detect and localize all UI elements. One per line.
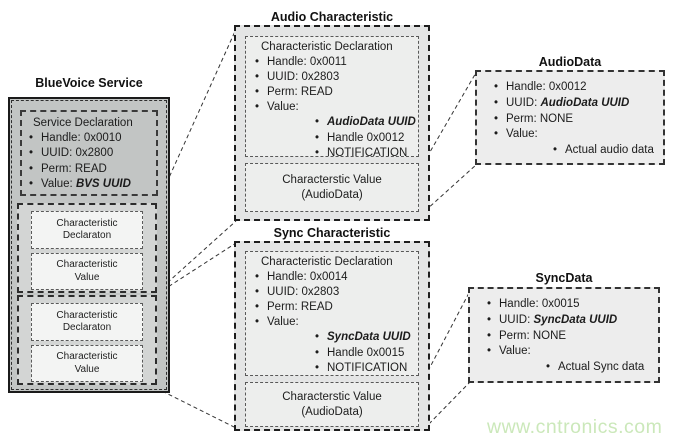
cell-line: Value — [74, 271, 100, 283]
audio-sub-bullet — [254, 115, 418, 130]
bullet-text: UUID: 0x2803 — [267, 286, 340, 299]
cell-line: Characteristic — [56, 217, 118, 229]
sync-sub-bullet — [254, 346, 418, 361]
sync-bullet — [254, 300, 418, 315]
characteristic-group-1 — [17, 203, 157, 293]
audio-bullet — [254, 85, 418, 100]
audio-sub-bullet — [254, 146, 418, 161]
syncdata-title: SyncData — [535, 271, 593, 285]
service-declaration-heading: Service Declaration — [33, 117, 133, 129]
bullet-text: Handle 0x0012 — [327, 131, 405, 144]
bullet-text: Handle: 0x0011 — [267, 56, 347, 69]
bullet-emphasis: SyncData UUID — [327, 331, 411, 344]
audiodata-bullet — [493, 112, 663, 128]
syncdata-box — [468, 287, 660, 383]
sync-characteristic-title: Sync Characteristic — [273, 226, 391, 240]
sync-value-box — [245, 382, 419, 427]
bullet-text: Handle: 0x0015 — [499, 298, 580, 310]
cell-line: Declaraton — [62, 230, 112, 241]
audiodata-title: AudioData — [538, 55, 602, 69]
sync-declaration-box — [245, 251, 419, 376]
bullet-text: Actual Sync data — [558, 361, 645, 374]
bullet-emphasis: SyncData UUID — [533, 313, 618, 326]
service-declaration-bullet — [28, 177, 154, 192]
bullet-emphasis: BVS UUID — [75, 177, 131, 190]
sync-sub-bullet — [254, 361, 418, 376]
cell-line: Characteristic — [56, 309, 118, 321]
bullet-text: Perm: NONE — [506, 112, 574, 125]
bullet-text: NOTIFICATION — [327, 361, 408, 374]
audio-bullet — [254, 100, 418, 115]
bullet-text: Perm: NONE — [499, 329, 567, 342]
sync-characteristic-box — [234, 241, 430, 431]
bullet-text: Handle 0x0015 — [327, 346, 405, 359]
sync-declaration-heading: Characteristic Declaration — [261, 256, 393, 268]
bluevoice-service-title: BlueVoice Service — [35, 76, 143, 90]
connector-syncvalue-to-syncdata-top — [428, 291, 470, 371]
service-declaration-bullet — [28, 146, 154, 161]
value-box-line: Characterstic Value — [282, 173, 382, 186]
characteristic-declaration-box — [31, 303, 143, 341]
characteristic-value-box — [31, 253, 143, 290]
bullet-text: NOTIFICATION — [327, 146, 408, 159]
bullet-text: UUID: 0x2803 — [267, 71, 340, 84]
audio-declaration-box — [245, 36, 419, 157]
audiodata-bullet — [493, 127, 663, 143]
connector-group2-to-sync-bottom — [156, 388, 236, 428]
bullet-text: Value: — [41, 177, 76, 190]
bullet-text: Value: — [267, 101, 299, 114]
bullet-text: Actual audio data — [565, 144, 654, 157]
audiodata-sub-bullet — [493, 143, 663, 159]
cell-line: Declaraton — [62, 322, 112, 333]
cell-line: Characteristic — [56, 259, 118, 270]
syncdata-bullet — [486, 344, 658, 360]
bullet-text: Handle: 0x0014 — [267, 271, 348, 284]
cell-line: Characteristic — [56, 351, 118, 362]
sync-bullet — [254, 285, 418, 300]
bullet-emphasis: AudioData UUID — [327, 116, 416, 129]
audio-declaration-heading: Characteristic Declaration — [261, 41, 393, 53]
connector-audiovalue-to-audiodata-top — [427, 71, 477, 157]
audio-sub-bullet — [254, 131, 418, 146]
syncdata-sub-bullet — [486, 360, 658, 376]
audio-bullet — [254, 70, 418, 85]
syncdata-bullet — [486, 329, 658, 345]
audiodata-bullet — [493, 96, 663, 112]
syncdata-bullet — [486, 313, 658, 329]
audio-characteristic-box — [234, 25, 430, 221]
characteristic-group-2 — [17, 295, 157, 385]
bullet-text: Value: — [267, 316, 299, 329]
sync-bullet — [254, 270, 418, 285]
characteristic-declaration-box — [31, 211, 143, 249]
bullet-text: Handle: 0x0010 — [41, 132, 122, 145]
bullet-text: UUID: — [506, 96, 541, 109]
characteristic-value-box — [31, 345, 143, 382]
audiodata-box — [475, 70, 665, 165]
bullet-text: Perm: READ — [41, 162, 107, 175]
sync-sub-bullet — [254, 330, 418, 345]
bullet-emphasis: AudioData UUID — [540, 96, 630, 109]
audio-value-box — [245, 163, 419, 212]
service-declaration-box — [20, 110, 158, 196]
watermark-text: www.cntronics.com — [487, 416, 663, 438]
service-declaration-bullet — [28, 162, 154, 177]
value-box-line: Characterstic Value — [282, 390, 382, 403]
bullet-text: UUID: — [499, 313, 534, 326]
value-box-line: (AudioData) — [301, 405, 363, 418]
connector-syncvalue-to-syncdata-bottom — [424, 382, 470, 429]
bullet-text: Perm: READ — [267, 301, 333, 314]
connector-audiovalue-to-audiodata-bottom — [425, 164, 477, 211]
bullet-text: Value: — [506, 128, 538, 141]
bullet-text: Value: — [499, 345, 531, 358]
value-box-line: (AudioData) — [301, 188, 363, 201]
bullet-text: UUID: 0x2800 — [41, 147, 114, 160]
sync-bullet — [254, 315, 418, 330]
bullet-text: Handle: 0x0012 — [506, 81, 587, 93]
audiodata-bullet — [493, 80, 663, 96]
audio-characteristic-title: Audio Characteristic — [270, 10, 394, 24]
bullet-text: Perm: READ — [267, 86, 333, 99]
syncdata-bullet — [486, 297, 658, 313]
cell-line: Value — [74, 363, 100, 375]
service-declaration-bullet — [28, 131, 154, 146]
audio-bullet — [254, 55, 418, 70]
